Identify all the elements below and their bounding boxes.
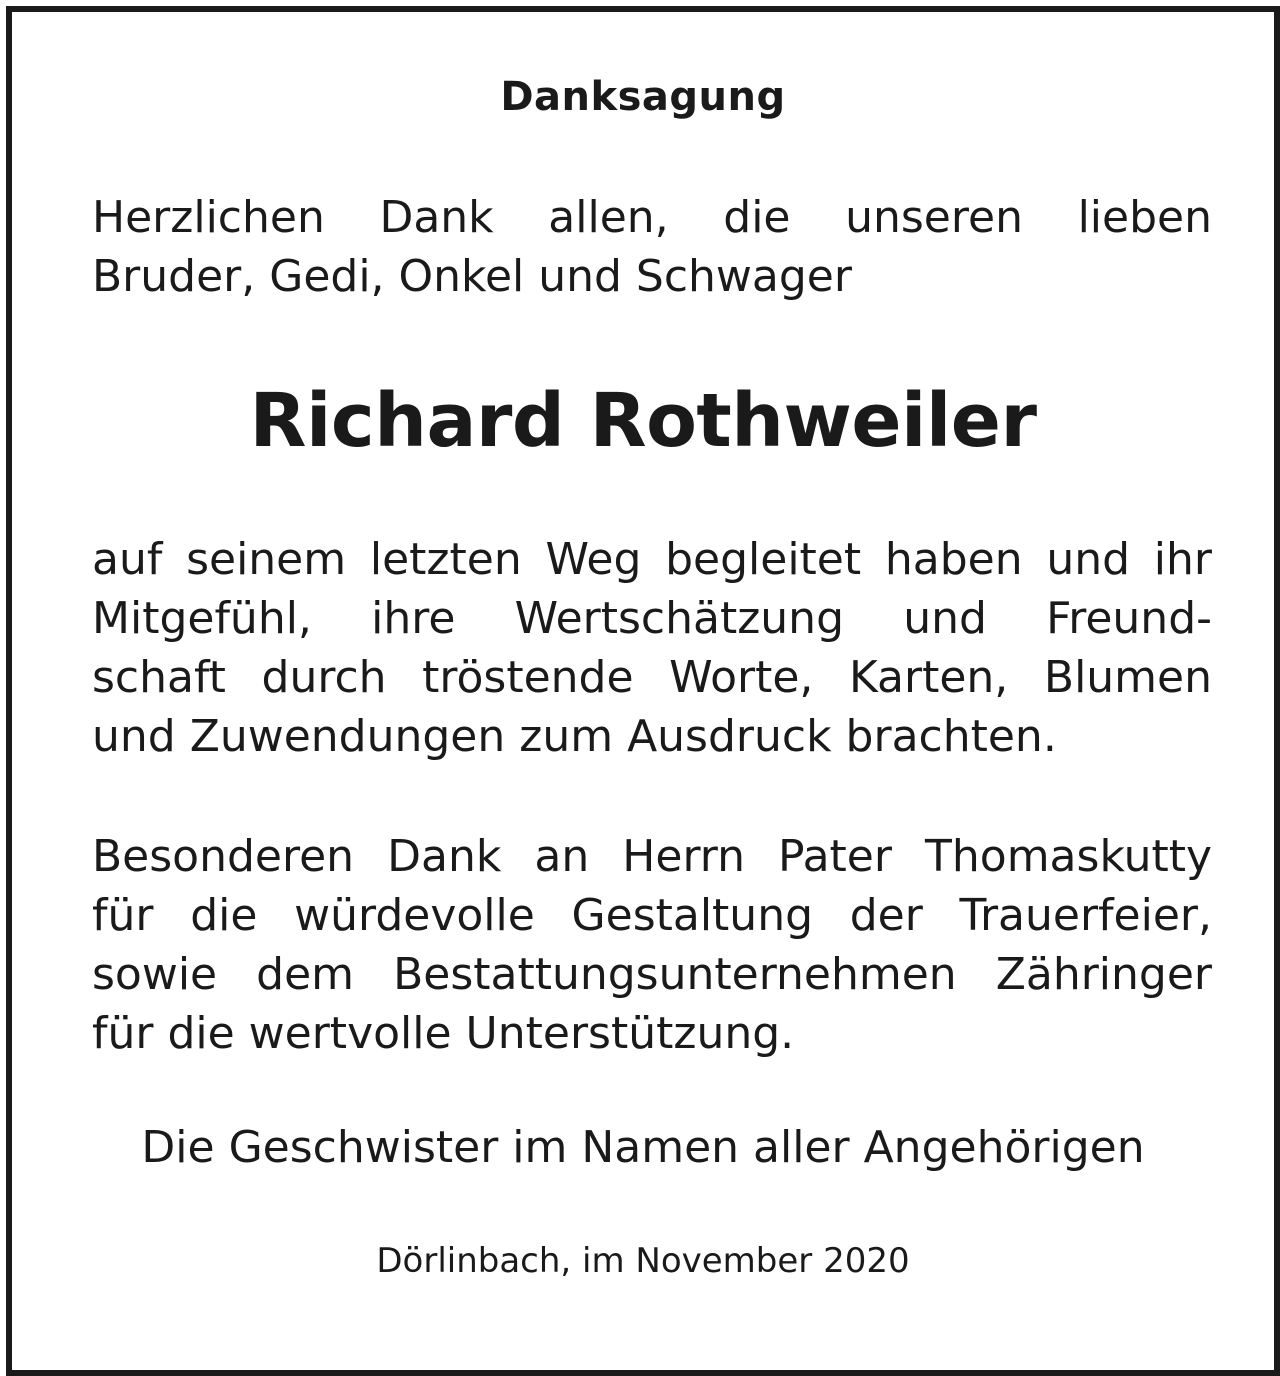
thanks-line: Mitgefühl, ihre Wertschätzung und Freund- <box>92 593 1212 644</box>
special-thanks-line: für die würdevolle Gestaltung der Trauerfeier, <box>92 890 1212 941</box>
signoff: Die Geschwister im Namen aller Angehörigen <box>141 1122 1145 1173</box>
intro-line: Bruder, Gedi, Onkel und Schwager <box>92 251 852 302</box>
deceased-name: Richard Rothweiler <box>249 378 1037 464</box>
thanks-line: und Zuwendungen zum Ausdruck brachten. <box>92 711 1057 762</box>
special-thanks-line: für die wertvolle Unterstützung. <box>92 1008 795 1059</box>
special-thanks-line: sowie dem Bestattungsunternehmen Zähringer <box>92 949 1212 1000</box>
special-thanks-line: Besonderen Dank an Herrn Pater Thomaskutty <box>92 831 1212 882</box>
intro-paragraph <box>92 188 1212 306</box>
intro-line: Herzlichen Dank allen, die unseren lieben <box>92 192 1212 243</box>
thanks-line: schaft durch tröstende Worte, Karten, Blumen <box>92 652 1212 703</box>
notice-heading: Danksagung <box>500 74 786 120</box>
thanks-line: auf seinem letzten Weg begleitet haben und ihr <box>92 534 1212 585</box>
notice-frame <box>6 6 1280 1376</box>
special-thanks-paragraph <box>92 827 1212 1063</box>
dateline: Dörlinbach, im November 2020 <box>376 1241 910 1281</box>
thanks-paragraph <box>92 530 1212 766</box>
